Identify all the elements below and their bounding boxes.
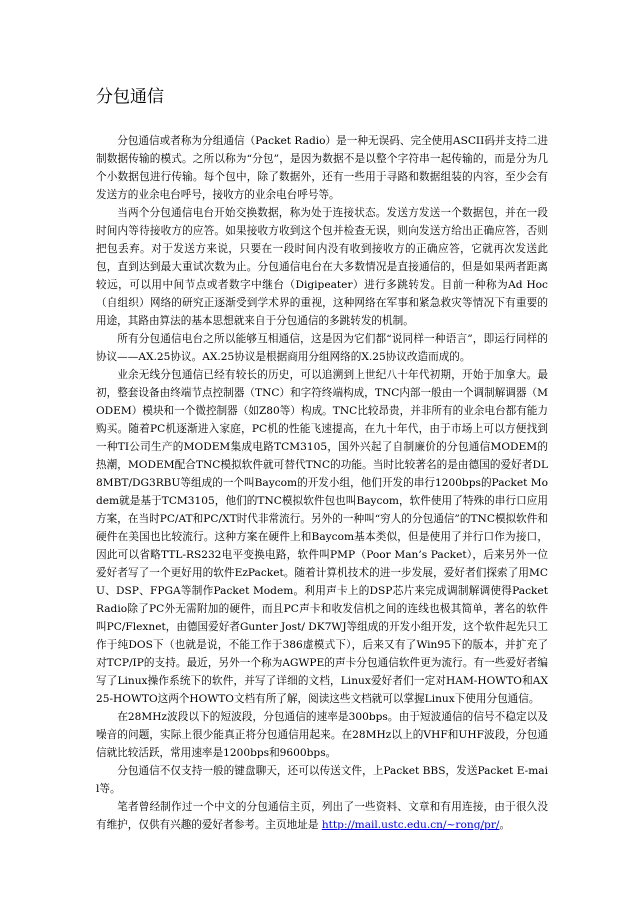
homepage-text: 笔者曾经制作过一个中文的分包通信主页，列出了一些资料、文章和有用连接，由于很久没有维护，仅供有兴趣的爱好者参考。主页地址是	[96, 801, 548, 831]
paragraph-homepage	[96, 798, 548, 834]
paragraph-features: 分包通信不仅支持一般的键盘聊天，还可以传送文件，上Packet BBS，发送Packet E-mail等。	[96, 765, 548, 795]
page-title: 分包通信	[96, 87, 164, 107]
paragraph-history: 业余无线分包通信已经有较长的历史，可以追溯到上世纪八十年代初期，开始于加拿大。最初，整套设备由终端节点控制器（TNC）和字符终端构成，TNC内部一般由一个调制解调器（MODEM）模块和一个微控制器（如Z80等）构成。TNC比较昂贵，并非所有的业余电台都有能力购买。随着PC机逐渐进入家庭，PC机的性能飞速提高，在九十年代，由于市场上可以方便找到一种TI公司生产的MODEM集成电路TCM3105，国外兴起了自制廉价的分包通信MODEM的热潮，MODEM配合TNC模拟软件就可替代TNC的功能。当时比较著名的是由德国的爱好者DL8MBT/DG3RBU等组成的一个叫Baycom的开发小组，他们开发的串行1200bps的Packet Modem就是基于TCM3105，他们的TNC模拟软件包也叫Baycom，软件使用了特殊的串行口应用方案，在当时PC/AT和PC/XT时代非常流行。另外的一种叫“穷人的分包通信”的TNC模拟软件和硬件在美国也比较流行。这种方案在硬件上和Baycom基本类似，但是使用了并行口作为接口，因此可以省略TTL-RS232电平变换电路，软件叫PMP（Poor Man’s Packet），后来另外一位爱好者写了一个更好用的软件EzPacket。随着计算机技术的进一步发展，爱好者们探索了用MCU、DSP、FPGA等制作Packet Modem。利用声卡上的DSP芯片来完成调制解调使得Packet Radio除了PC外无需附加的硬件，而且PC声卡和收发信机之间的连线也极其简单，著名的软件叫PC/Flexnet，由德国爱好者Gunter Jost/ DK7WJ等组成的开发小组开发，这个软件起先只工作于纯DOS下（也就是说，不能工作于386虚模式下），后来又有了Win95下的版本，并扩充了对TCP/IP的支持。最近，另外一个称为AGWPE的声卡分包通信软件更为流行。有一些爱好者编写了Linux操作系统下的软件，并写了详细的文档，Linux爱好者们一定对HAM-HOWTO和AX25-HOWTO这两个HOWTO文档有所了解，阅读这些文档就可以掌握Linux下使用分包通信。	[96, 369, 548, 705]
paragraph-protocol: 所有分包通信电台之所以能够互相通信，这是因为它们都“说同样一种语言”，即运行同样的协议——AX.25协议。AX.25协议是根据商用分组网络的X.25协议改造而成的。	[96, 333, 548, 363]
document-page	[96, 84, 548, 834]
paragraph-speed: 在28MHz波段以下的短波段，分包通信的速率是300bps。由于短波通信的信号不稳定以及噪音的问题，实际上很少能真正将分包通信用起来。在28MHz以上的VHF和UHF波段，分包通信就比较活跃，常用速率是1200bps和9600bps。	[96, 711, 548, 759]
paragraph-connection: 当两个分包通信电台开始交换数据，称为处于连接状态。发送方发送一个数据包，并在一段时间内等待接收方的应答。如果接收方收到这个包并检查无误，则向发送方给出正确应答，否则把包丢弃。对于发送方来说，只要在一段时间内没有收到接收方的正确应答，它就再次发送此包，直到达到最大重试次数为止。分包通信电台在大多数情况是直接通信的，但是如果两者距离较远，可以用中间节点或者数字中继台（Digipeater）进行多跳转发。目前一种称为Ad Hoc（自组织）网络的研究正逐渐受到学术界的重视，这种网络在军事和紧急救灾等情况下有重要的用途，其路由算法的基本思想就来自于分包通信的多跳转发的机制。	[96, 207, 548, 327]
homepage-suffix: 。	[499, 819, 511, 831]
paragraph-intro: 分包通信或者称为分组通信（Packet Radio）是一种无误码、完全使用ASCII码并支持二进制数据传输的模式。之所以称为“分包”，是因为数据不是以整个字符串一起传输的，而是分为几个小数据包进行传输。每个包中，除了数据外，还有一些用于寻路和数据组装的内容，至少会有发送方的业余电台呼号，接收方的业余电台呼号等。	[96, 135, 548, 201]
homepage-link[interactable]: http://mail.ustc.edu.cn/~rong/pr/	[321, 819, 500, 831]
